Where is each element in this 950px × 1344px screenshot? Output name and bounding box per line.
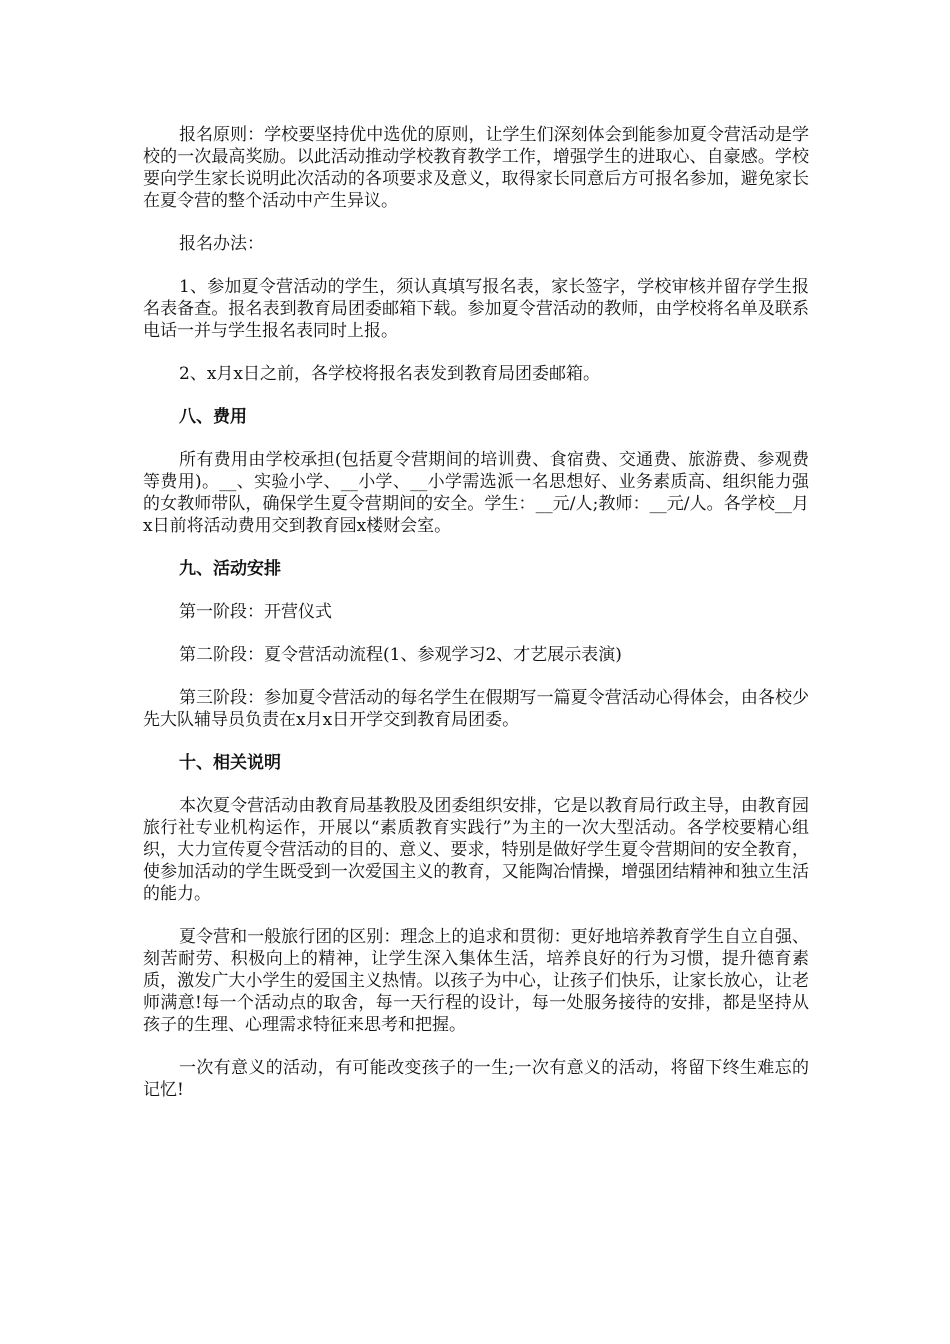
- closing-paragraph: 一次有意义的活动，有可能改变孩子的一生;一次有意义的活动，将留下终生难忘的记忆!: [143, 1058, 809, 1100]
- fees-paragraph: 所有费用由学校承担(包括夏令营期间的培训费、食宿费、交通费、旅游费、参观费等费用)。__、实验小学、__小学、__小学需选派一名思想好、业务素质高、组织能力强的女教师带队，确保学生夏令营期间的安全。学生：__元/人;教师：__元/人。各学校__月x日前将活动费用交到教育园x楼财会室。: [143, 450, 809, 536]
- registration-principle-paragraph: 报名原则：学校要坚持优中选优的原则，让学生们深刻体会到能参加夏令营活动是学校的一次最高奖励。以此活动推动学校教育教学工作，增强学生的进取心、自豪感。学校要向学生家长说明此次活动的各项要求及意义，取得家长同意后方可报名参加，避免家长在夏令营的整个活动中产生异议。: [143, 125, 809, 211]
- schedule-stage-1: 第一阶段：开营仪式: [179, 602, 332, 622]
- registration-step-1: 1、参加夏令营活动的学生，须认真填写报名表，家长签字，学校审核并留存学生报名表备查。报名表到教育局团委邮箱下载。参加夏令营活动的教师，由学校将名单及联系电话一并与学生报名表同时上报。: [143, 277, 809, 341]
- schedule-stage-2: 第二阶段：夏令营活动流程(1、参观学习2、才艺展示表演): [179, 645, 622, 665]
- section-heading-notes: 十、相关说明: [179, 753, 281, 773]
- registration-method-label: 报名办法：: [179, 234, 264, 254]
- section-heading-schedule: 九、活动安排: [179, 559, 281, 579]
- registration-step-2: 2、x月x日之前，各学校将报名表发到教育局团委邮箱。: [179, 364, 600, 384]
- notes-paragraph-2: 夏令营和一般旅行团的区别：理念上的追求和贯彻：更好地培养教育学生自立自强、刻苦耐劳、积极向上的精神，让学生深入集体生活，培养良好的行为习惯，提升德育素质，激发广大小学生的爱国主义热情。以孩子为中心，让孩子们快乐，让家长放心，让老师满意!每一个活动点的取舍，每一天行程的设计，每一处服务接待的安排，都是坚持从孩子的生理、心理需求特征来思考和把握。: [143, 927, 809, 1035]
- document-body: [143, 124, 809, 1122]
- schedule-stage-3: 第三阶段：参加夏令营活动的每名学生在假期写一篇夏令营活动心得体会，由各校少先大队辅导员负责在x月x日开学交到教育局团委。: [143, 688, 809, 730]
- notes-paragraph-1: 本次夏令营活动由教育局基教股及团委组织安排，它是以教育局行政主导，由教育园旅行社专业机构运作，开展以“素质教育实践行”为主的一次大型活动。各学校要精心组织，大力宣传夏令营活动的目的、意义、要求，特别是做好学生夏令营期间的安全教育，使参加活动的学生既受到一次爱国主义的教育，又能陶冶情操，增强团结精神和独立生活的能力。: [143, 796, 809, 904]
- section-heading-fees: 八、费用: [179, 407, 247, 427]
